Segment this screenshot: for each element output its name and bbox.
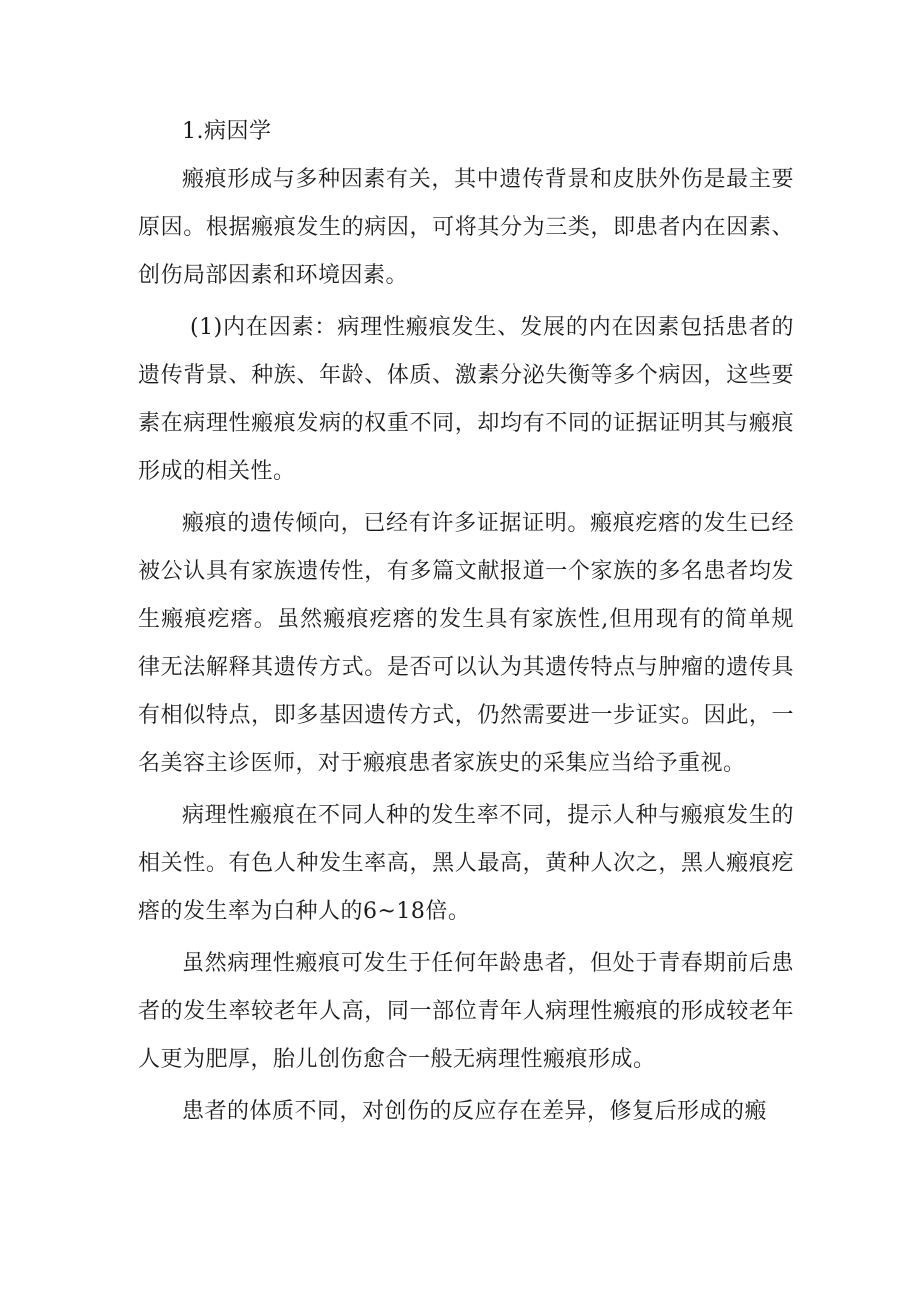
paragraph-age: 虽然病理性瘢痕可发生于任何年龄患者，但处于青春期前后患者的发生率较老年人高，同一部位青年人病理性瘢痕的形成较老年人更为肥厚，胎儿创伤愈合一般无病理性瘢痕形成。	[138, 951, 794, 1072]
paragraph-intrinsic-factors: (1)内在因素：病理性瘢痕发生、发展的内在因素包括患者的遗传背景、种族、年龄、体质、激素分泌失衡等多个病因，这些要素在病理性瘢痕发病的权重不同，却均有不同的证据证明其与瘢痕形成的相关性。	[138, 315, 794, 484]
document-body	[138, 108, 794, 1140]
paragraph-intro: 瘢痕形成与多种因素有关，其中遗传背景和皮肤外伤是最主要原因。根据瘢痕发生的病因，可将其分为三类，即患者内在因素、创伤局部因素和环境因素。	[138, 167, 794, 288]
paragraph-heredity: 瘢痕的遗传倾向，已经有许多证据证明。瘢痕疙瘩的发生已经被公认具有家族遗传性，有多篇文献报道一个家族的多名患者均发生瘢痕疙瘩。虽然瘢痕疙瘩的发生具有家族性,但用现有的简单规律无法解释其遗传方式。是否可以认为其遗传特点与肿瘤的遗传具有相似特点，即多基因遗传方式，仍然需要进一步证实。因此，一名美容主诊医师，对于瘢痕患者家族史的采集应当给予重视。	[138, 511, 794, 776]
section-heading: 1.病因学	[182, 119, 272, 144]
paragraph-constitution: 患者的体质不同，对创伤的反应存在差异，修复后形成的瘢	[182, 1099, 768, 1124]
paragraph-race: 病理性瘢痕在不同人种的发生率不同，提示人种与瘢痕发生的相关性。有色人种发生率高，黑人最高，黄种人次之，黑人瘢痕疙瘩的发生率为白种人的6~18倍。	[138, 803, 794, 924]
